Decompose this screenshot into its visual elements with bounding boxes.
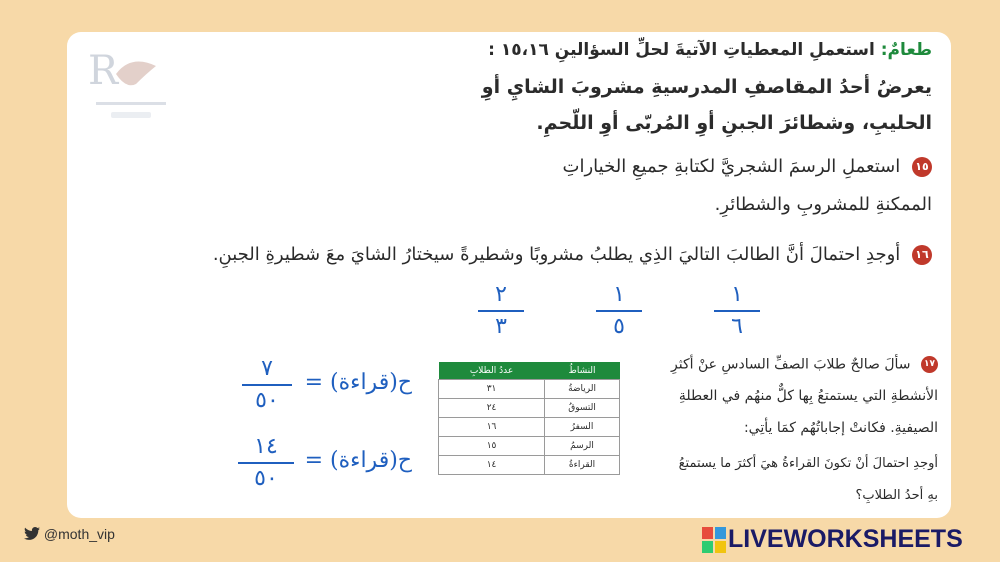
answer-1-denominator: ٥٠	[255, 388, 279, 413]
fraction-bar	[478, 310, 524, 312]
liveworksheets-logo-icon	[702, 525, 726, 555]
q17-line-1	[671, 356, 938, 373]
q17-line-2: الأنشطةِ التي يستمتعُ بِها كلٌّ منهُم في العطلةِ	[678, 388, 938, 404]
svg-text:R: R	[88, 48, 119, 94]
table-row	[439, 399, 620, 418]
choice-3-numerator: ٢	[495, 282, 507, 307]
table-header-row	[439, 362, 620, 380]
choice-2-denominator: ٥	[613, 314, 625, 339]
table-cell-count: ٢٤	[439, 399, 545, 418]
intro-line-2: الحليبِ، وشطائرَ الجبنِ أوِ المُربّى أوِ اللّحمِ.	[536, 112, 932, 134]
q17-number-badge: ١٧	[921, 356, 938, 373]
q17-line-4: أوجدِ احتمالَ أنْ تكونَ القراءةُ هيَ أكثرَ ما يستمتعُ	[678, 456, 938, 471]
q16-number-badge: ١٦	[912, 245, 932, 265]
header-line	[488, 40, 932, 60]
table-cell-activity: الرسمُ	[545, 437, 620, 456]
table-cell-activity: السفرُ	[545, 418, 620, 437]
q15-line-2: الممكنةِ للمشروبِ والشطائرِ.	[714, 194, 932, 215]
table-row	[439, 437, 620, 456]
header-instruction: استعملِ المعطياتِ الآتيةَ لحلِّ السؤالينِ ١٥،١٦ :	[488, 40, 875, 60]
choice-fraction-2[interactable]	[596, 282, 642, 340]
answer-fraction-2[interactable]	[238, 434, 294, 492]
answer-fraction-1[interactable]	[242, 356, 292, 414]
fraction-bar	[242, 384, 292, 386]
answer-label-1: ح(قراءة) =	[304, 370, 412, 395]
twitter-bird-icon	[24, 527, 40, 540]
q16-text: أوجدِ احتمالَ أنَّ الطالبَ التاليَ الذِي يطلبُ مشروبًا وشطيرةً سيختارُ الشايَ معَ شطيرةِ الجبنِ.	[212, 244, 901, 265]
choice-fraction-3[interactable]	[478, 282, 524, 340]
choice-3-denominator: ٣	[495, 314, 507, 339]
fraction-bar	[238, 462, 294, 464]
q17-text-1: سألَ صالحٌ طلابَ الصفِّ السادسِ عنْ أكثرِ	[671, 356, 911, 373]
fraction-bar	[714, 310, 760, 312]
answer-label-2: ح(قراءة) =	[304, 448, 412, 473]
table-cell-activity: الرياضةُ	[545, 380, 620, 399]
table-cell-count: ١٥	[439, 437, 545, 456]
header-label: طعامٌ:	[880, 40, 932, 60]
q15-text-1: استعملِ الرسمَ الشجريَّ لكتابةِ جميعِ الخياراتِ	[562, 156, 901, 177]
table-row	[439, 380, 620, 399]
publisher-logo	[86, 44, 176, 124]
q17-line-5: بهِ أحدُ الطلابِ؟	[855, 488, 938, 503]
choice-fraction-1[interactable]	[714, 282, 760, 340]
q17-line-3: الصيفيةِ. فكانتْ إجاباتُهُم كمَا يأتِي:	[743, 420, 938, 436]
table-cell-activity: التسوقُ	[545, 399, 620, 418]
table-cell-activity: القراءةُ	[545, 456, 620, 475]
table-cell-count: ١٤	[439, 456, 545, 475]
table-header-activity: النشاطُ	[545, 362, 620, 380]
q16-line	[213, 244, 932, 265]
fraction-bar	[596, 310, 642, 312]
table-row	[439, 456, 620, 475]
table-cell-count: ١٦	[439, 418, 545, 437]
intro-line-1: يعرضُ أحدُ المقاصفِ المدرسيةِ مشروبَ الشايِ أوِ	[481, 76, 932, 98]
answer-2-numerator: ١٤	[254, 434, 278, 459]
table-row	[439, 418, 620, 437]
choice-1-denominator: ٦	[731, 314, 743, 339]
q15-line-1	[563, 156, 932, 177]
liveworksheets-brand[interactable]: LIVEWORKSHEETS	[728, 525, 963, 553]
table-cell-count: ٣١	[439, 380, 545, 399]
answer-1-numerator: ٧	[261, 356, 273, 381]
q15-number-badge: ١٥	[912, 157, 932, 177]
choice-1-numerator: ١	[731, 282, 743, 307]
table-header-count: عددُ الطلابِ	[439, 362, 545, 380]
twitter-handle-text: @moth_vip	[43, 526, 115, 542]
answer-2-denominator: ٥٠	[254, 466, 278, 491]
choice-2-numerator: ١	[613, 282, 625, 307]
twitter-handle	[24, 526, 115, 542]
activity-table	[438, 362, 620, 475]
